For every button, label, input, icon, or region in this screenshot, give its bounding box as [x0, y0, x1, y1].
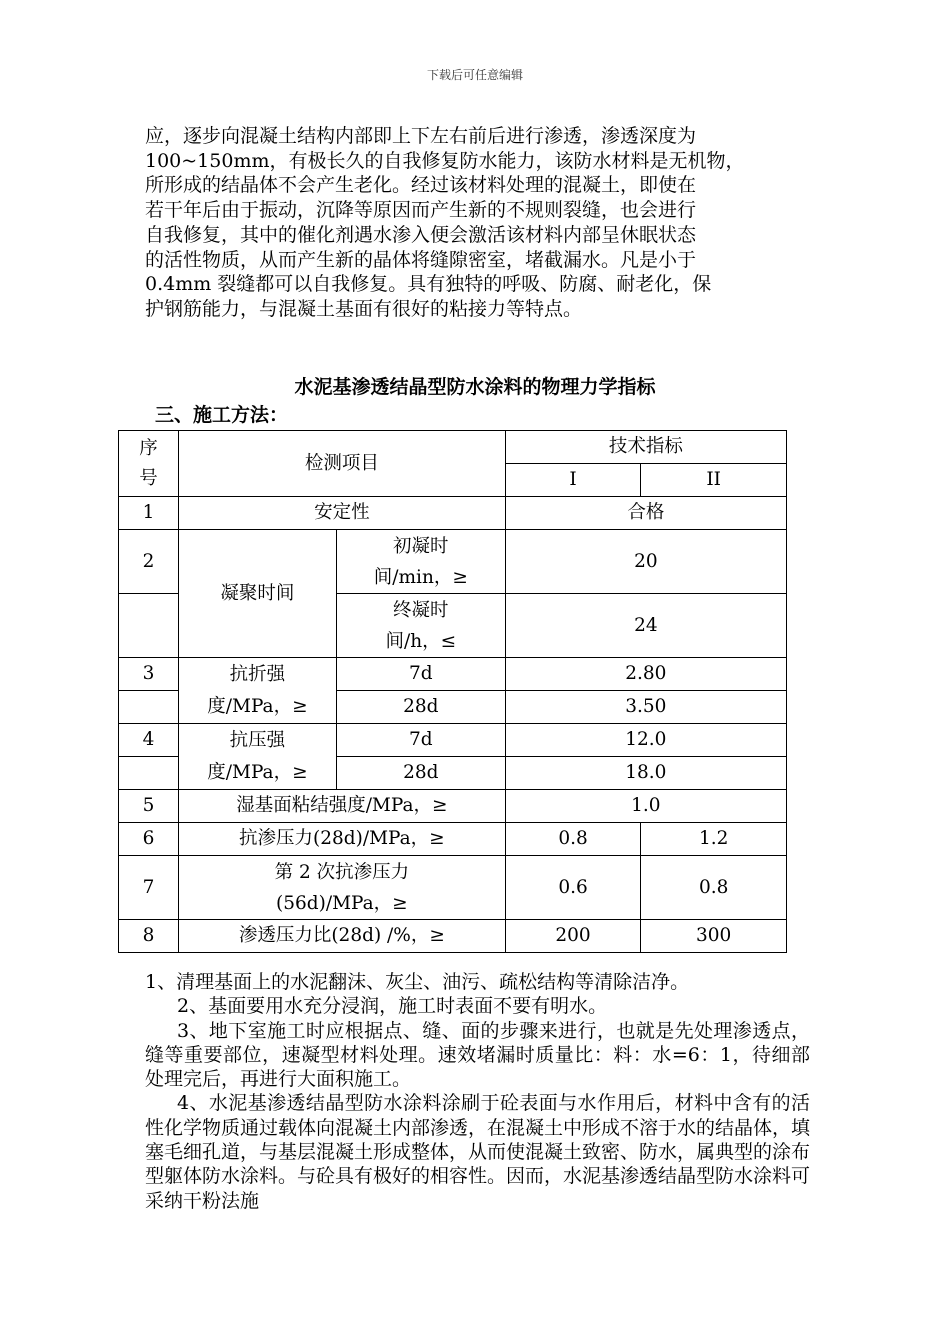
cell-seq: 4 — [119, 724, 179, 757]
cell-value: 24 — [505, 594, 786, 658]
step-paragraph: 1、清理基面上的水泥翻沫、灰尘、油污、疏松结构等清除洁净。 — [145, 971, 690, 993]
table-row — [119, 724, 787, 757]
cell-grade-i: 200 — [505, 920, 641, 953]
intro-line: 若干年后由于振动，沉降等原因而产生新的不规则裂缝，也会进行 — [145, 199, 697, 222]
header-grade-ii: II — [641, 464, 787, 497]
table-row — [119, 920, 787, 953]
intro-line: 护钢筋能力，与混凝土基面有很好的粘接力等特点。 — [145, 297, 583, 320]
table-row — [119, 658, 787, 691]
cell-value: 3.50 — [505, 691, 786, 724]
cell-sub-item: 7d — [336, 658, 505, 691]
step-paragraph: 2、基面要用水充分浸润，施工时表面不要有明水。 — [177, 995, 608, 1018]
cell-seq-empty — [119, 757, 179, 790]
cell-value: 2.80 — [505, 658, 786, 691]
cell-item: 湿基面粘结强度/MPa，≥ — [178, 790, 505, 823]
cell-sub-item: 7d — [336, 724, 505, 757]
header-seq: 序号 — [119, 431, 179, 497]
cell-seq: 1 — [119, 497, 179, 530]
cell-sub-item: 初凝时间/min，≥ — [336, 530, 505, 594]
cell-seq: 6 — [119, 823, 179, 856]
page-header: 下载后可任意编辑 — [426, 68, 523, 82]
cell-value: 18.0 — [505, 757, 786, 790]
cell-seq: 3 — [119, 658, 179, 691]
cell-sub-item: 28d — [336, 757, 505, 790]
cell-sub-item: 28d — [336, 691, 505, 724]
table-row — [119, 497, 787, 530]
cell-item: 第 2 次抗渗压力(56d)/MPa，≥ — [178, 856, 505, 920]
cell-seq: 5 — [119, 790, 179, 823]
table-row — [119, 856, 787, 920]
header-grade-i: I — [505, 464, 641, 497]
intro-line: 100~150mm，有极长久的自我修复防水能力，该防水材料是无机物， — [145, 149, 745, 172]
cell-value: 12.0 — [505, 724, 786, 757]
cell-value: 合格 — [505, 497, 786, 530]
header-spec: 技术指标 — [505, 431, 786, 464]
cell-item: 抗渗压力(28d)/MPa，≥ — [178, 823, 505, 856]
table-title: 水泥基渗透结晶型防水涂料的物理力学指标 — [294, 376, 656, 398]
cell-seq: 8 — [119, 920, 179, 953]
cell-grade-i: 0.6 — [505, 856, 641, 920]
cell-grade-ii: 0.8 — [641, 856, 787, 920]
intro-line: 自我修复，其中的催化剂遇水渗入便会激活该材料内部呈休眠状态 — [145, 223, 697, 246]
intro-line: 应，逐步向混凝土结构内部即上下左右前后进行渗透，渗透深度为 — [145, 125, 697, 147]
cell-group: 抗折强度/MPa，≥ — [178, 658, 336, 724]
step-paragraph: 3、地下室施工时应根据点、缝、面的步骤来进行，也就是先处理渗透点，缝等重要部位，速凝型材料处理。速效堵漏时质量比：料：水=6：1，待细部处理完后，再进行大面积施工。 — [145, 1019, 810, 1091]
header-item: 检测项目 — [178, 431, 505, 497]
intro-line: 所形成的结晶体不会产生老化。经过该材料处理的混凝土，即使在 — [145, 174, 697, 197]
cell-group: 凝聚时间 — [178, 530, 336, 658]
construction-steps — [145, 970, 810, 1213]
intro-line: 的活性物质，从而产生新的晶体将缝隙密室，堵截漏水。凡是小于 — [145, 248, 697, 271]
cell-value: 20 — [505, 530, 786, 594]
table-row — [119, 823, 787, 856]
cell-grade-i: 0.8 — [505, 823, 641, 856]
section-heading: 三、施工方法： — [155, 404, 289, 426]
intro-paragraph — [145, 124, 810, 322]
cell-seq: 2 — [119, 530, 179, 594]
spec-table — [118, 430, 787, 953]
table-row — [119, 790, 787, 823]
step-paragraph: 4、水泥基渗透结晶型防水涂料涂刷于砼表面与水作用后，材料中含有的活性化学物质通过载体向混凝土内部渗透，在混凝土中形成不溶于水的结晶体，填塞毛细孔道，与基层混凝土形成整体，从而使混凝土致密、防水，属典型的涂布型躯体防水涂料。与砼具有极好的相容性。因而，水泥基渗透结晶型防水涂料可采纳干粉法施 — [145, 1092, 811, 1212]
cell-group: 抗压强度/MPa，≥ — [178, 724, 336, 790]
cell-seq-empty — [119, 594, 179, 658]
cell-grade-ii: 1.2 — [641, 823, 787, 856]
cell-grade-ii: 300 — [641, 920, 787, 953]
cell-item: 安定性 — [178, 497, 505, 530]
table-row — [119, 530, 787, 594]
cell-seq-empty — [119, 691, 179, 724]
intro-line: 0.4mm 裂缝都可以自我修复。具有独特的呼吸、防腐、耐老化，保 — [145, 273, 712, 296]
cell-seq: 7 — [119, 856, 179, 920]
cell-item: 渗透压力比(28d) /%，≥ — [178, 920, 505, 953]
cell-value: 1.0 — [505, 790, 786, 823]
cell-sub-item: 终凝时间/h，≤ — [336, 594, 505, 658]
